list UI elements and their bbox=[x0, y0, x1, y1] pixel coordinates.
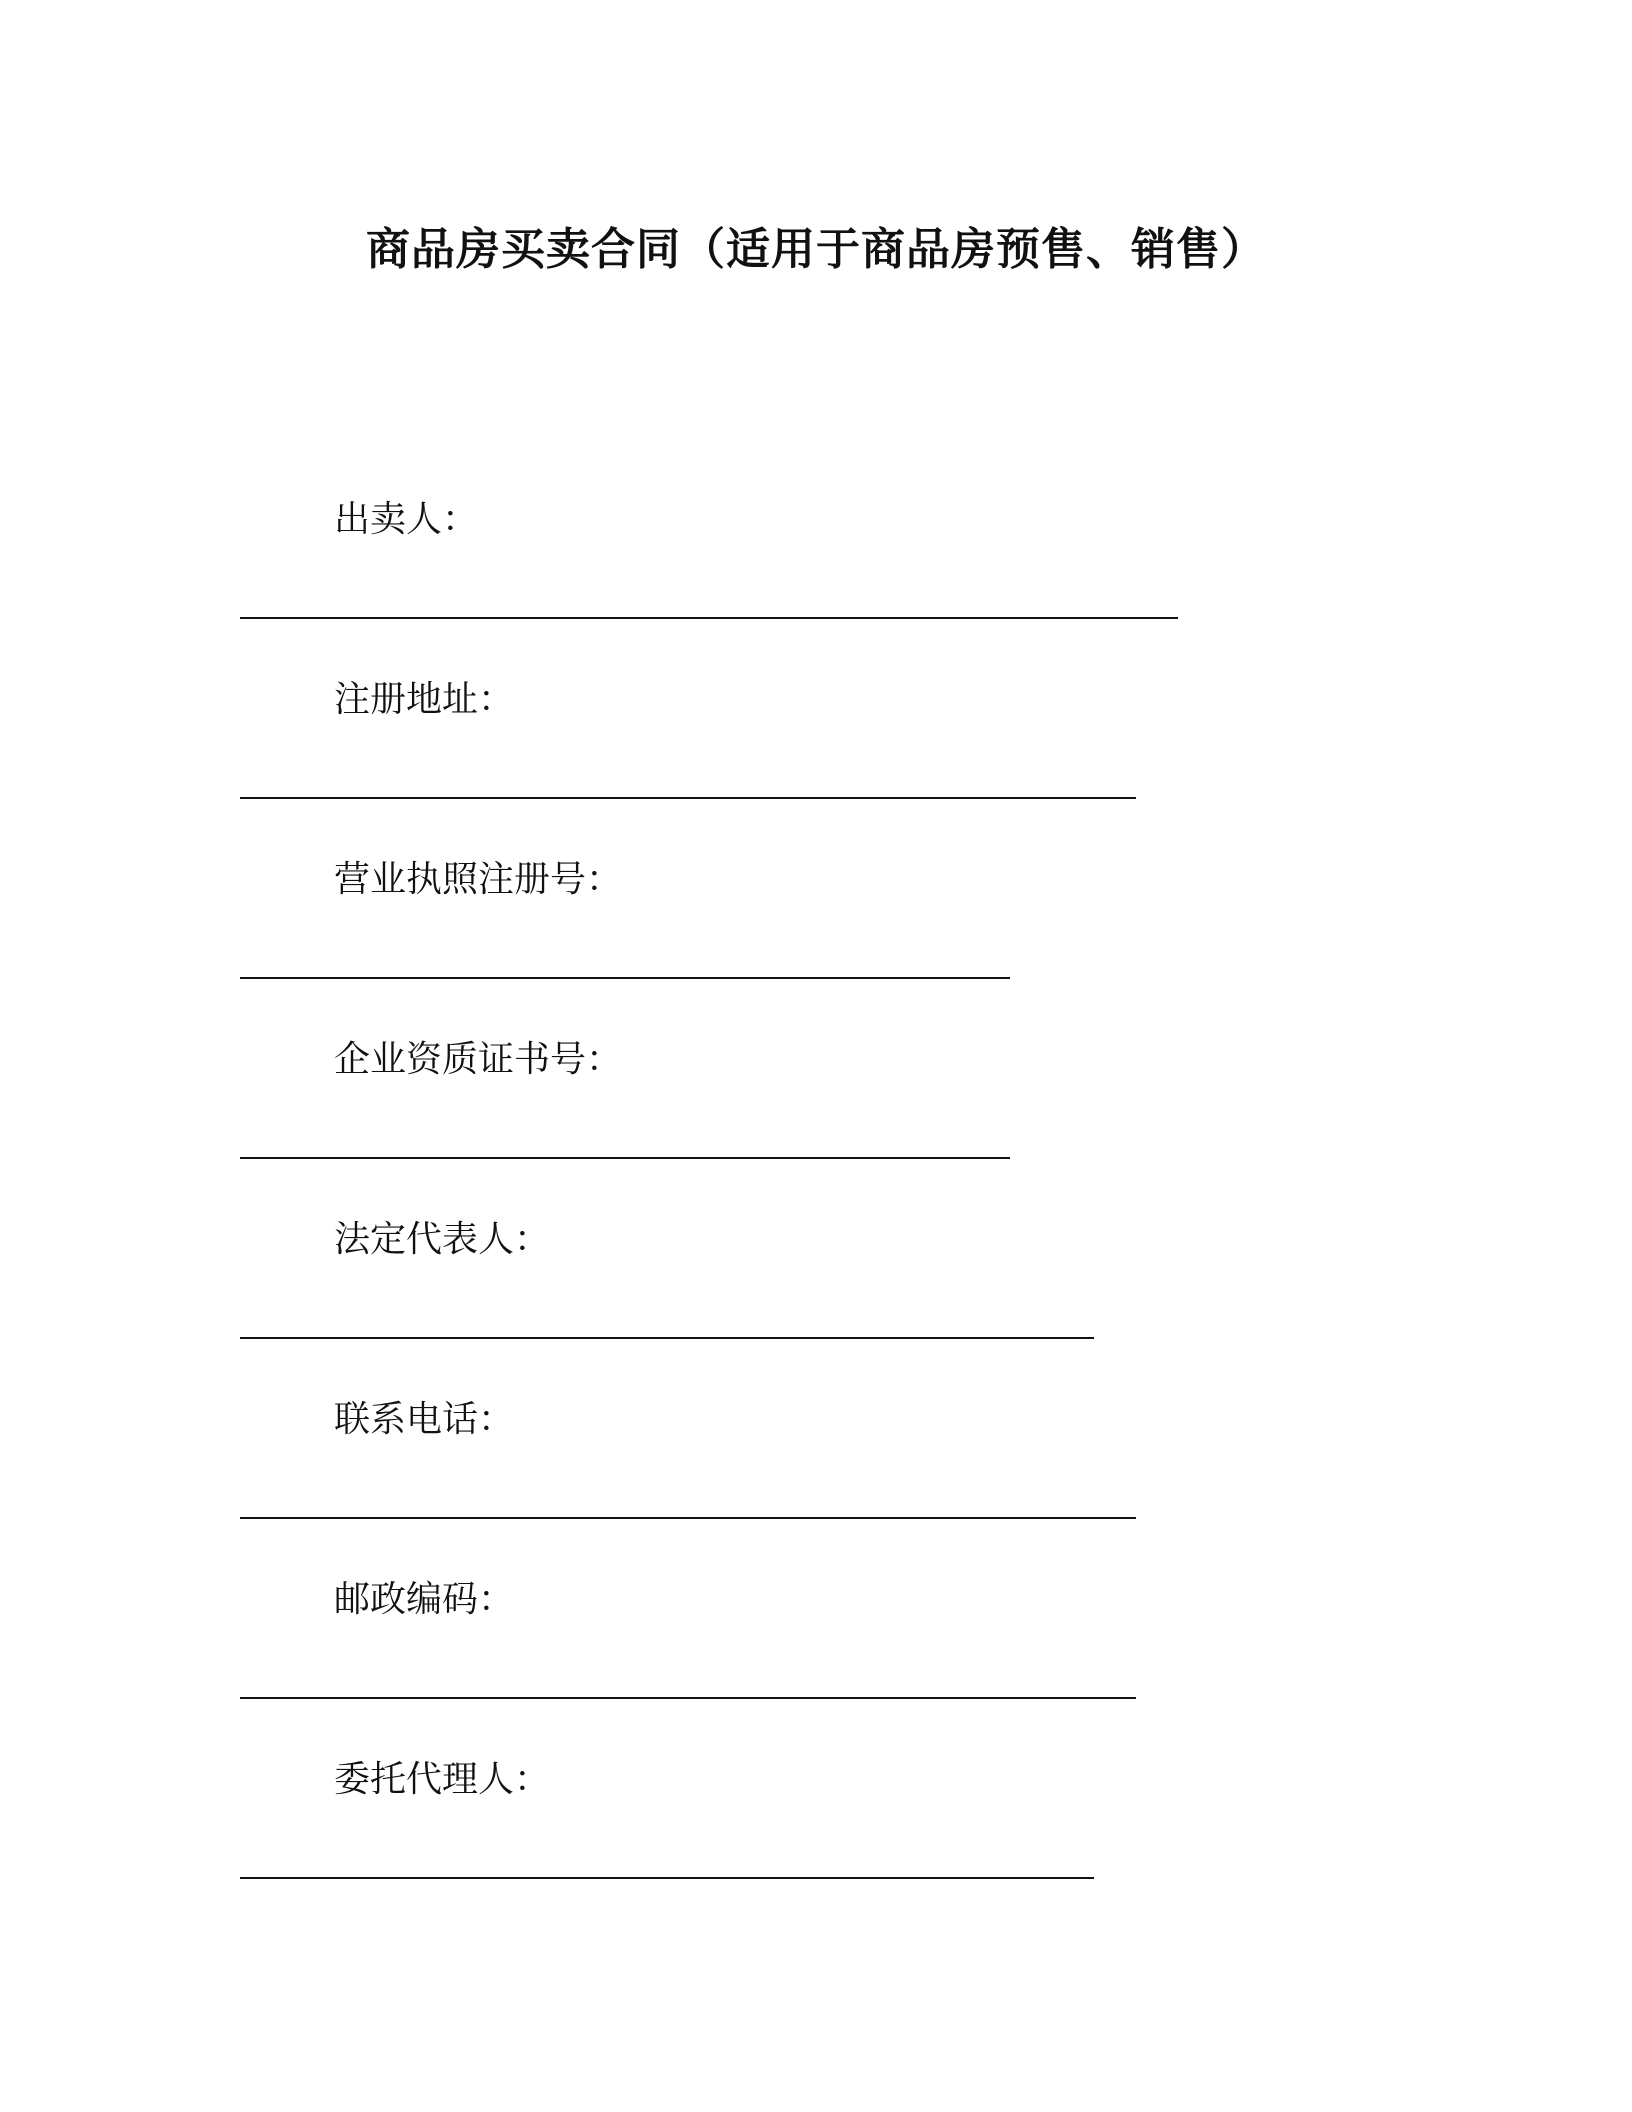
authorized-agent-blank-line[interactable] bbox=[240, 1877, 1094, 1879]
legal-representative-label: 法定代表人： bbox=[334, 1219, 551, 1260]
registered-address-label: 注册地址： bbox=[334, 679, 515, 720]
registered-address-blank-line[interactable] bbox=[240, 797, 1136, 799]
legal-representative-blank-line[interactable] bbox=[240, 1337, 1094, 1339]
qualification-certificate-number-label: 企业资质证书号： bbox=[334, 1039, 623, 1080]
page-title: 商品房买卖合同（适用于商品房预售、销售） bbox=[366, 224, 1266, 275]
contact-phone-blank-line[interactable] bbox=[240, 1517, 1136, 1519]
business-license-number-blank-line[interactable] bbox=[240, 977, 1010, 979]
postal-code-label: 邮政编码： bbox=[334, 1579, 515, 1620]
qualification-certificate-number-blank-line[interactable] bbox=[240, 1157, 1010, 1159]
authorized-agent-label: 委托代理人： bbox=[334, 1759, 551, 1800]
seller-label: 出卖人： bbox=[334, 499, 479, 540]
postal-code-blank-line[interactable] bbox=[240, 1697, 1136, 1699]
contact-phone-label: 联系电话： bbox=[334, 1399, 515, 1440]
business-license-number-label: 营业执照注册号： bbox=[334, 859, 623, 900]
seller-blank-line[interactable] bbox=[240, 617, 1178, 619]
